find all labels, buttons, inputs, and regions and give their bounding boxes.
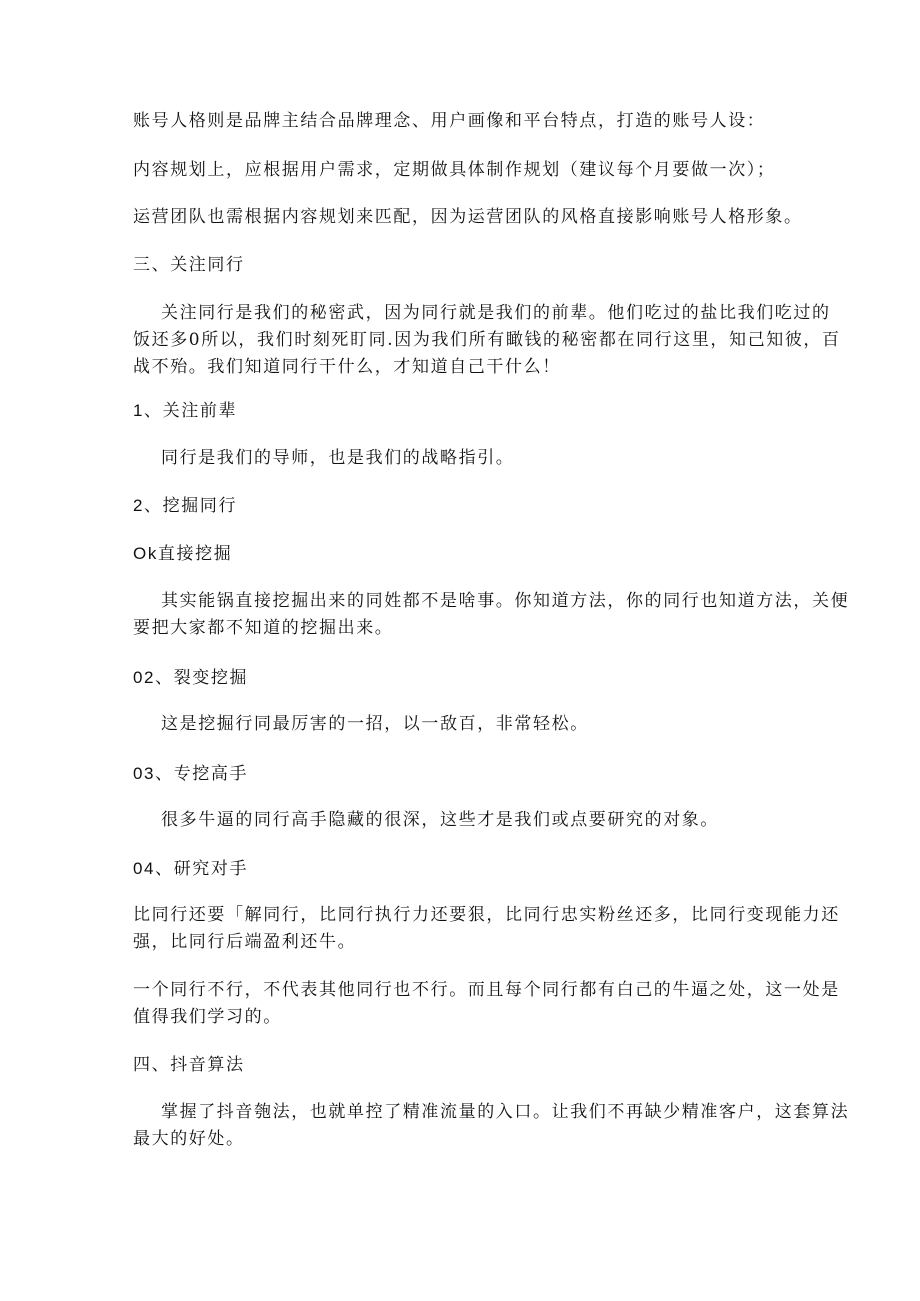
text-line: 同行是我们的导师，也是我们的战略指引。 <box>161 448 515 468</box>
section-heading <box>133 664 803 691</box>
paragraph <box>133 1099 850 1153</box>
paragraph <box>133 445 803 472</box>
section-heading <box>133 492 803 519</box>
text-line: 2、挖掘同行 <box>133 496 238 515</box>
section-heading <box>133 540 803 567</box>
text-line: 一个同行不行，不代表其他同行也不行。而且每个同行都有白己的牛逼之处，这一处是 <box>133 980 840 1000</box>
text-line: 比同行还要「解同行，比同行执行力还要狠，比同行忠实粉丝还多，比同行变现能力还 <box>133 905 840 925</box>
text-line: 内容规划上，应根据用户需求，定期做具体制作规划（建议每个月要做一次）； <box>133 160 776 180</box>
paragraph <box>133 588 850 642</box>
paragraph <box>133 711 803 738</box>
text-line: 其实能锅直接挖掘出来的同姓都不是啥事。你知道方法，你的同行也知道方法，关便 <box>161 591 850 611</box>
text-line: 运营团队也需根据内容规划来匹配，因为运营团队的风格直接影响账号人格形象。 <box>133 207 803 227</box>
text-line: 最大的好处。 <box>133 1129 245 1149</box>
text-line: 要把大家都不知道的挖掘出来。 <box>133 618 394 638</box>
text-line: 饭还多0所以，我们时刻死盯同.因为我们所有瞰钱的秘密都在同行这里，知己知彼，百 <box>133 330 841 350</box>
paragraph <box>133 204 803 231</box>
section-heading <box>133 397 803 424</box>
text-line: 这是挖掘行同最厉害的一招，以一敌百，非常轻松。 <box>161 714 589 734</box>
text-line: 1、关注前辈 <box>133 401 238 420</box>
text-line: 值得我们学习的。 <box>133 1007 282 1027</box>
text-line: 02、裂变挖掘 <box>133 668 249 687</box>
text-line: 三、关注同行 <box>133 255 245 275</box>
text-line: 账号人格则是品牌主结合品牌理念、用户画像和平台特点，打造的账号人设： <box>133 111 766 131</box>
section-heading <box>133 855 803 882</box>
text-line: Ok直接挖掘 <box>133 544 233 563</box>
section-heading <box>133 760 803 787</box>
text-line: 强，比同行后端盈利还牛。 <box>133 932 357 952</box>
text-line: 战不殆。我们知道同行干什么，才知道自己干什么！ <box>133 357 561 377</box>
paragraph <box>133 977 840 1031</box>
section-heading <box>133 252 803 279</box>
text-line: 04、研究对手 <box>133 859 249 878</box>
text-line: 关注同行是我们的秘密武，因为同行就是我们的前辈。他们吃过的盐比我们吃过的 <box>161 303 831 323</box>
text-line: 很多牛逼的同行高手隐藏的很深，这些才是我们或点要研究的对象。 <box>161 810 719 830</box>
section-heading <box>133 1052 803 1079</box>
text-line: 四、抖音算法 <box>133 1055 245 1075</box>
text-line: 03、专挖高手 <box>133 764 249 783</box>
paragraph <box>133 108 803 135</box>
paragraph <box>133 157 803 184</box>
paragraph <box>133 807 803 834</box>
paragraph <box>133 300 841 381</box>
paragraph <box>133 902 840 956</box>
text-line: 掌握了抖音匏法，也就单控了精准流量的入口。让我们不再缺少精准客户，这套算法 <box>161 1102 850 1122</box>
